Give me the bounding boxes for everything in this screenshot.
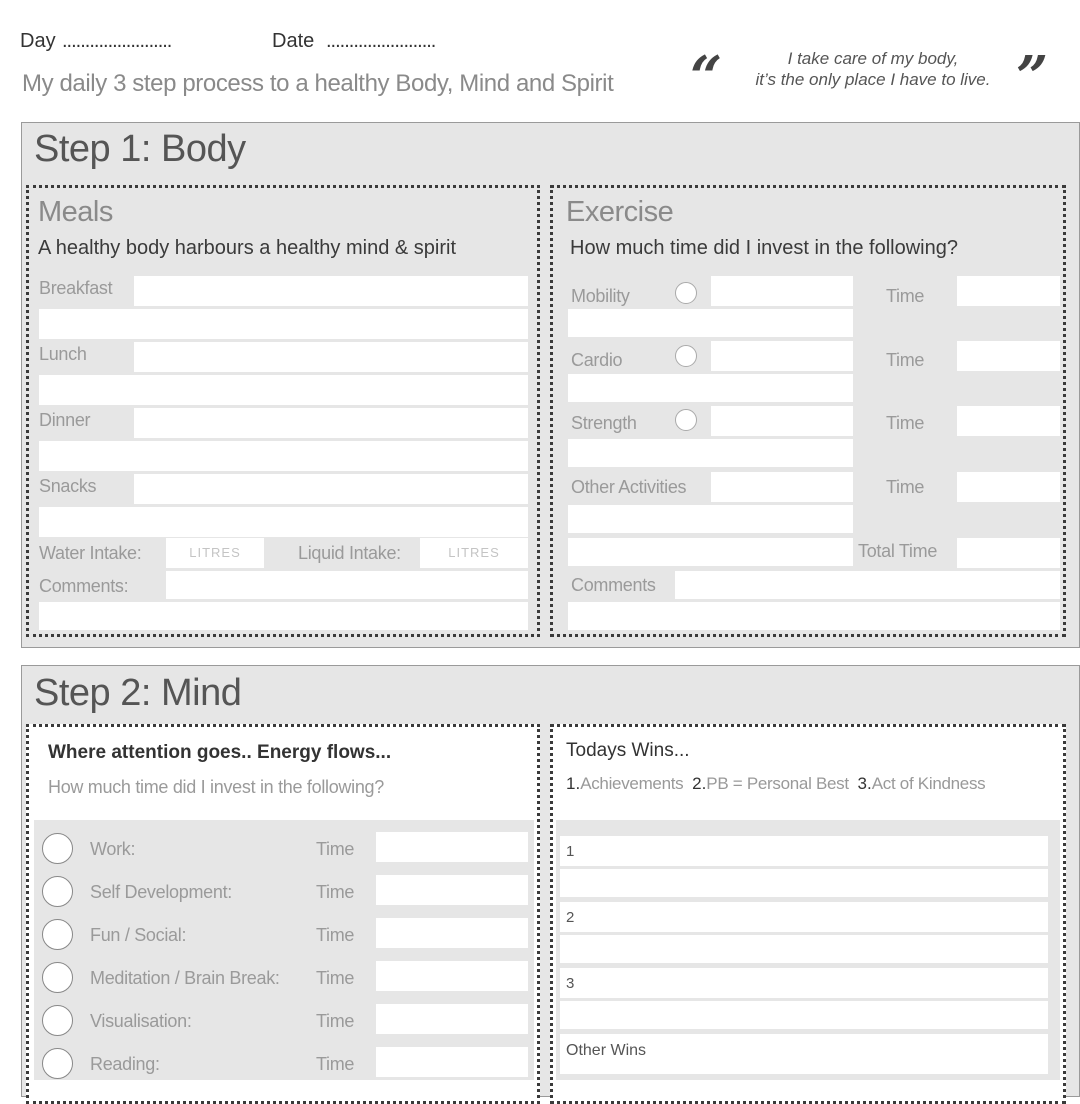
strength-field[interactable] [711, 406, 853, 436]
meals-title: Meals [38, 196, 113, 228]
self-development-checkbox[interactable] [42, 876, 73, 907]
meals-comments-field[interactable] [166, 571, 528, 599]
win-2-number: 2 [566, 909, 575, 926]
attention-tagline: How much time did I invest in the following? [48, 777, 384, 797]
date-field[interactable]: ........................ [326, 30, 436, 52]
fun-social-time-field[interactable] [376, 918, 528, 948]
meals-comments-label: Comments: [39, 576, 129, 596]
snacks-label: Snacks [39, 476, 97, 496]
visualisation-time-label: Time [316, 1011, 355, 1031]
wins-legend-num-2: 2. [692, 774, 707, 793]
meditation-checkbox[interactable] [42, 962, 73, 993]
fun-social-label: Fun / Social: [90, 925, 187, 945]
win-1-field[interactable] [560, 836, 1048, 866]
cardio-label: Cardio [571, 350, 623, 370]
day-field[interactable]: ........................ [62, 30, 172, 52]
wins-legend-num-3: 3. [857, 774, 872, 793]
reading-label: Reading: [90, 1054, 160, 1074]
strength-time-field[interactable] [957, 406, 1060, 436]
mobility-time-label: Time [886, 286, 925, 306]
visualisation-label: Visualisation: [90, 1011, 192, 1031]
cardio-checkbox[interactable] [675, 345, 697, 367]
dinner-field[interactable] [134, 408, 528, 438]
breakfast-field[interactable] [134, 276, 528, 306]
wins-legend-num-1: 1. [566, 774, 581, 793]
other-activities-time-field[interactable] [957, 472, 1060, 502]
strength-time-label: Time [886, 413, 925, 433]
cardio-field-2[interactable] [568, 374, 853, 402]
work-checkbox[interactable] [42, 833, 73, 864]
strength-checkbox[interactable] [675, 409, 697, 431]
wins-legend-achievements: Achievements [580, 774, 684, 793]
win-1-field-2[interactable] [560, 869, 1048, 897]
self-development-label: Self Development: [90, 882, 232, 902]
other-activities-time-label: Time [886, 477, 925, 497]
exercise-comments-label: Comments [571, 575, 656, 595]
other-activities-field-2[interactable] [568, 505, 853, 533]
other-activities-field[interactable] [711, 472, 853, 502]
win-2-field-2[interactable] [560, 935, 1048, 963]
dinner-label: Dinner [39, 410, 91, 430]
exercise-comments-field[interactable] [675, 571, 1060, 599]
mobility-time-field[interactable] [957, 276, 1060, 306]
breakfast-label: Breakfast [39, 278, 113, 298]
date-label: Date [272, 30, 315, 52]
lunch-field-2[interactable] [39, 375, 528, 405]
meditation-time-field[interactable] [376, 961, 528, 991]
step1-title: Step 1: Body [34, 128, 246, 170]
lunch-label: Lunch [39, 344, 87, 364]
meditation-time-label: Time [316, 968, 355, 988]
win-1-number: 1 [566, 843, 575, 860]
work-label: Work: [90, 839, 136, 859]
quote-close-icon: ” [1016, 44, 1049, 110]
quote-line-1: I take care of my body, [787, 49, 959, 68]
mobility-field[interactable] [711, 276, 853, 306]
win-3-field-2[interactable] [560, 1001, 1048, 1029]
strength-field-2[interactable] [568, 439, 853, 467]
snacks-field-2[interactable] [39, 507, 528, 537]
day-label: Day [20, 30, 56, 52]
fun-social-time-label: Time [316, 925, 355, 945]
liquid-intake-label: Liquid Intake: [298, 543, 401, 563]
visualisation-time-field[interactable] [376, 1004, 528, 1034]
reading-checkbox[interactable] [42, 1048, 73, 1079]
exercise-tagline: How much time did I invest in the following? [570, 237, 958, 259]
lunch-field[interactable] [134, 342, 528, 372]
fun-social-checkbox[interactable] [42, 919, 73, 950]
wins-legend-pb: PB = Personal Best [706, 774, 849, 793]
win-2-field[interactable] [560, 902, 1048, 932]
total-time-field[interactable] [957, 538, 1060, 568]
breakfast-field-2[interactable] [39, 309, 528, 339]
self-development-time-label: Time [316, 882, 355, 902]
exercise-comments-field-2[interactable] [568, 602, 1060, 630]
page-subtitle: My daily 3 step process to a healthy Body, Mind and Spirit [22, 70, 614, 97]
cardio-field[interactable] [711, 341, 853, 371]
step2-title: Step 2: Mind [34, 672, 242, 714]
wins-legend-kindness: Act of Kindness [871, 774, 986, 793]
work-time-field[interactable] [376, 832, 528, 862]
self-development-time-field[interactable] [376, 875, 528, 905]
win-3-field[interactable] [560, 968, 1048, 998]
strength-label: Strength [571, 413, 637, 433]
cardio-time-label: Time [886, 350, 925, 370]
meals-tagline: A healthy body harbours a healthy mind & spirit [38, 237, 457, 259]
wins-legend [566, 774, 985, 794]
visualisation-checkbox[interactable] [42, 1005, 73, 1036]
mobility-checkbox[interactable] [675, 282, 697, 304]
exercise-title: Exercise [566, 196, 674, 228]
work-time-label: Time [316, 839, 355, 859]
snacks-field[interactable] [134, 474, 528, 504]
wins-heading: Todays Wins... [566, 740, 690, 761]
mobility-label: Mobility [571, 286, 630, 306]
exercise-notes-field[interactable] [568, 538, 853, 566]
water-intake-field[interactable]: LITRES [166, 538, 264, 568]
meals-comments-field-2[interactable] [39, 602, 528, 630]
other-wins-label: Other Wins [566, 1042, 647, 1059]
total-time-label: Total Time [858, 541, 938, 561]
dinner-field-2[interactable] [39, 441, 528, 471]
quote-text [728, 48, 1018, 90]
quote-open-icon: “ [690, 44, 723, 110]
attention-heading: Where attention goes.. Energy flows... [48, 742, 392, 763]
other-activities-label: Other Activities [571, 477, 687, 497]
water-intake-label: Water Intake: [39, 543, 142, 563]
meditation-label: Meditation / Brain Break: [90, 968, 280, 988]
reading-time-label: Time [316, 1054, 355, 1074]
cardio-time-field[interactable] [957, 341, 1060, 371]
win-3-number: 3 [566, 975, 575, 992]
mobility-field-2[interactable] [568, 309, 853, 337]
liquid-intake-field[interactable]: LITRES [420, 538, 528, 568]
reading-time-field[interactable] [376, 1047, 528, 1077]
header [0, 0, 1080, 120]
quote-line-2: it’s the only place I have to live. [755, 70, 991, 89]
